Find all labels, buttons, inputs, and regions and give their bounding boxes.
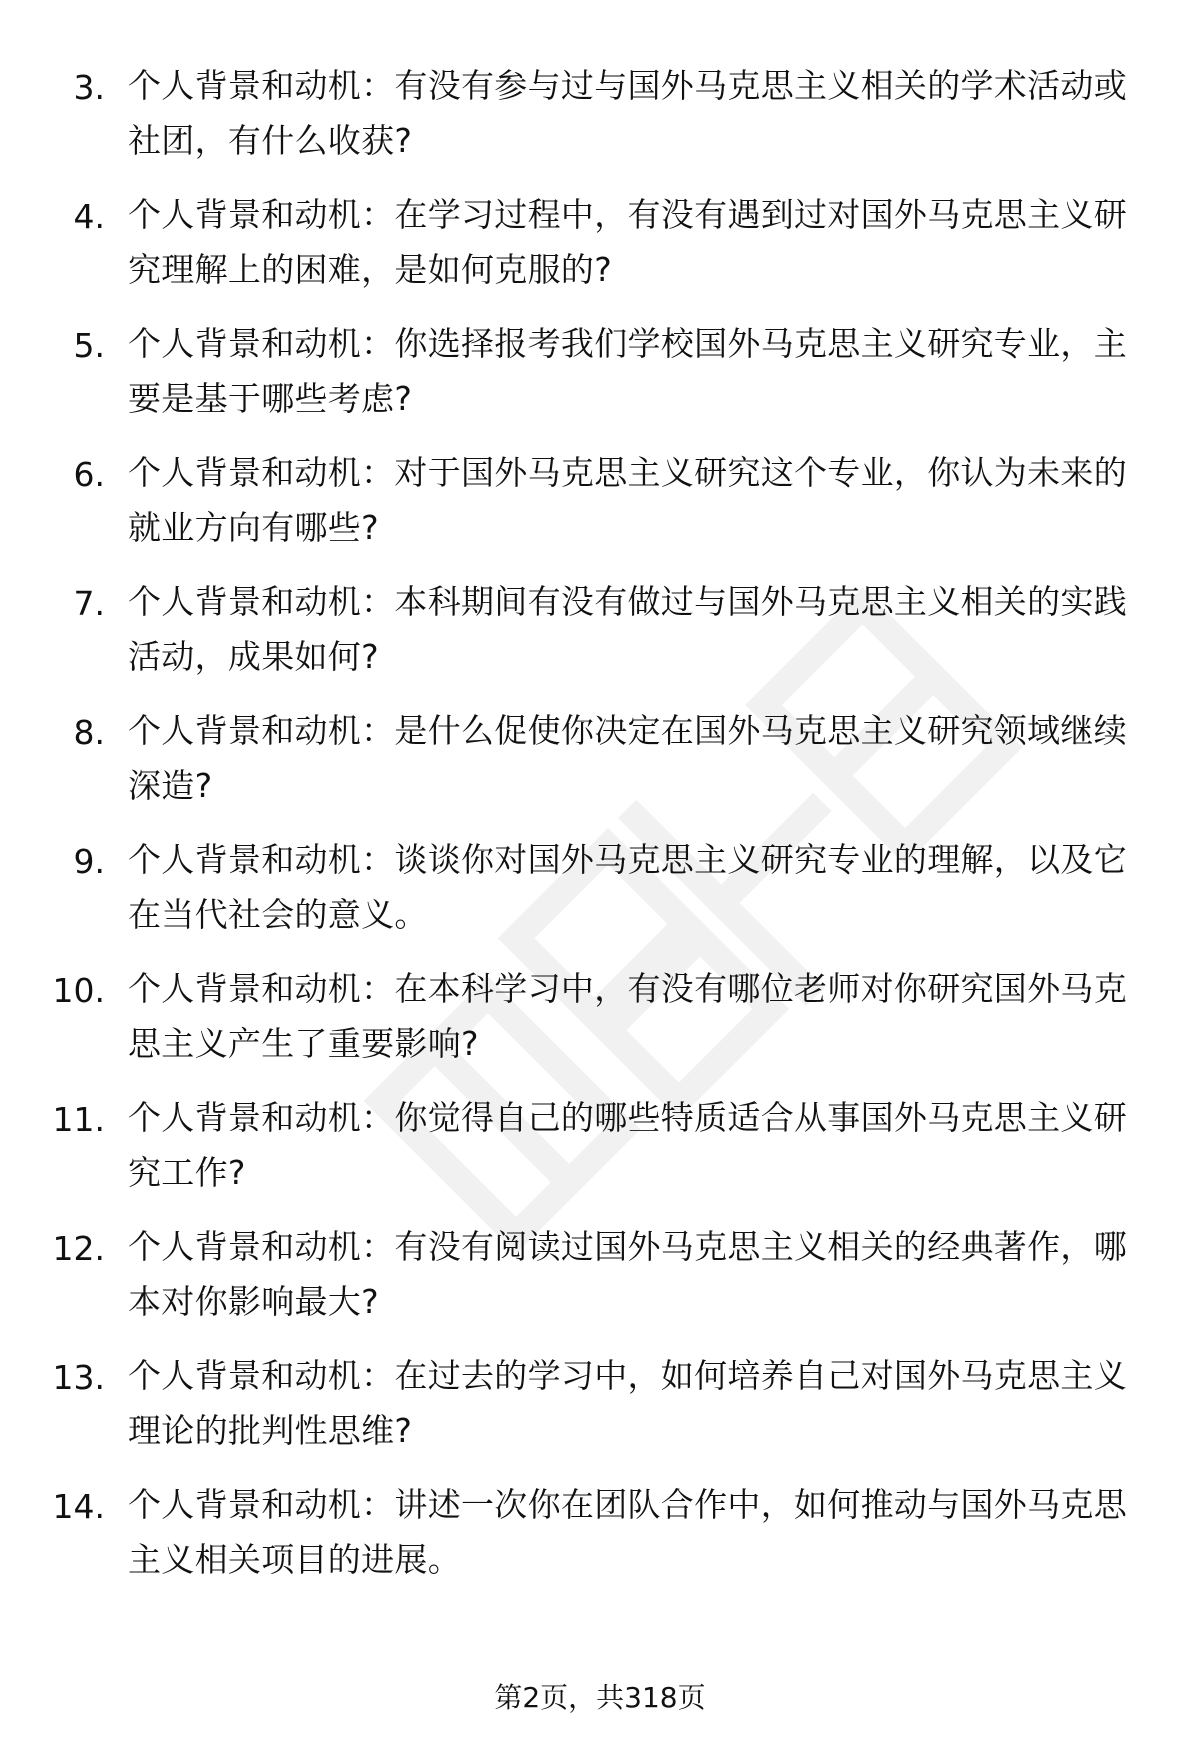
question-number: 14. xyxy=(52,1487,105,1526)
question-number: 10. xyxy=(52,971,105,1010)
list-item xyxy=(0,1477,1200,1606)
list-item xyxy=(0,58,1200,187)
question-text: 个人背景和动机：本科期间有没有做过与国外马克思主义相关的实践活动，成果如何? xyxy=(128,582,1127,676)
question-text: 个人背景和动机：谈谈你对国外马克思主义研究专业的理解，以及它在当代社会的意义。 xyxy=(128,840,1127,934)
list-item xyxy=(0,1348,1200,1477)
question-text: 个人背景和动机：你觉得自己的哪些特质适合从事国外马克思主义研究工作? xyxy=(128,1098,1127,1192)
question-text: 个人背景和动机：在学习过程中，有没有遇到过对国外马克思主义研究理解上的困难，是如何克服的? xyxy=(128,195,1127,289)
list-item xyxy=(0,187,1200,316)
question-text: 个人背景和动机：对于国外马克思主义研究这个专业，你认为未来的就业方向有哪些? xyxy=(128,453,1127,547)
question-text: 个人背景和动机：有没有参与过与国外马克思主义相关的学术活动或社团，有什么收获? xyxy=(128,66,1127,160)
list-item xyxy=(0,1219,1200,1348)
question-text: 个人背景和动机：有没有阅读过国外马克思主义相关的经典著作，哪本对你影响最大? xyxy=(128,1227,1127,1321)
question-number: 7. xyxy=(73,584,105,623)
question-text: 个人背景和动机：在本科学习中，有没有哪位老师对你研究国外马克思主义产生了重要影响? xyxy=(128,969,1127,1063)
question-list xyxy=(0,58,1200,1606)
question-number: 4. xyxy=(73,197,105,236)
question-number: 9. xyxy=(73,842,105,881)
question-text: 个人背景和动机：是什么促使你决定在国外马克思主义研究领域继续深造? xyxy=(128,711,1127,805)
list-item xyxy=(0,316,1200,445)
list-item xyxy=(0,703,1200,832)
list-item xyxy=(0,832,1200,961)
list-item xyxy=(0,574,1200,703)
list-item xyxy=(0,961,1200,1090)
question-number: 13. xyxy=(52,1358,105,1397)
page-number-label: 第2页，共318页 xyxy=(494,1681,706,1714)
page-footer xyxy=(0,1678,1200,1718)
question-text: 个人背景和动机：在过去的学习中，如何培养自己对国外马克思主义理论的批判性思维? xyxy=(128,1356,1127,1450)
question-text: 个人背景和动机：你选择报考我们学校国外马克思主义研究专业，主要是基于哪些考虑? xyxy=(128,324,1127,418)
question-number: 8. xyxy=(73,713,105,752)
list-item xyxy=(0,445,1200,574)
question-number: 3. xyxy=(73,68,105,107)
question-number: 5. xyxy=(73,326,105,365)
question-number: 6. xyxy=(73,455,105,494)
question-text: 个人背景和动机：讲述一次你在团队合作中，如何推动与国外马克思主义相关项目的进展。 xyxy=(128,1485,1127,1579)
question-number: 11. xyxy=(52,1100,105,1139)
list-item xyxy=(0,1090,1200,1219)
question-number: 12. xyxy=(52,1229,105,1268)
